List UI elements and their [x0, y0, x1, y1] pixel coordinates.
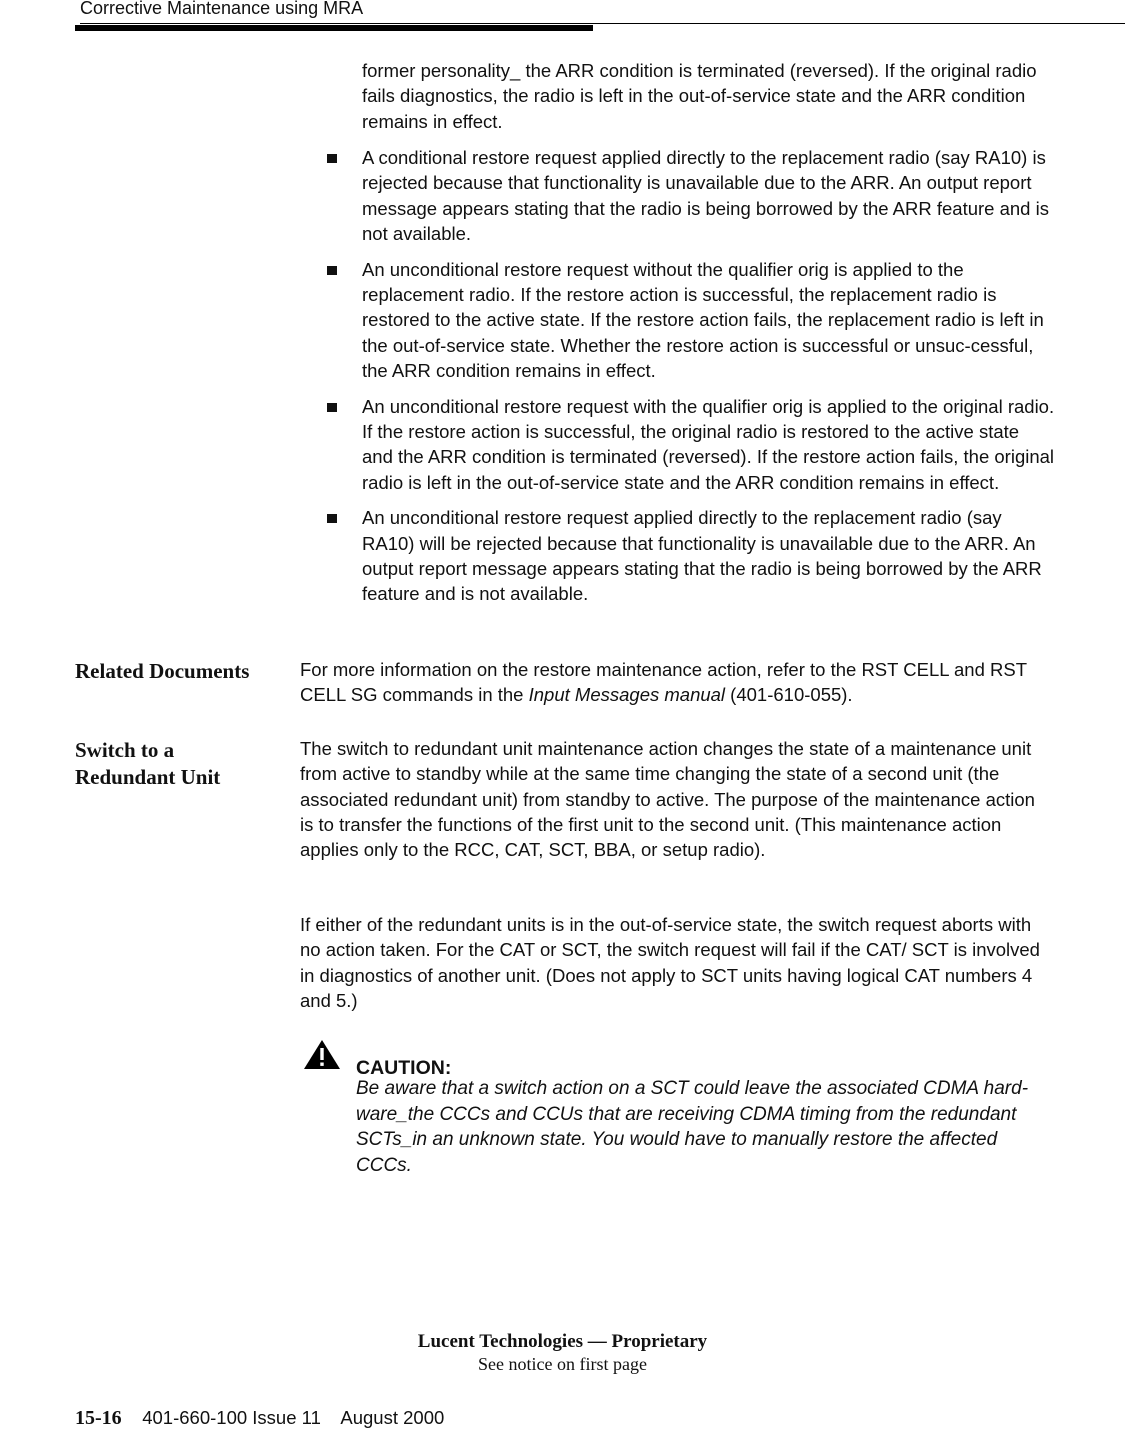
list-item	[325, 145, 1055, 246]
bullet-text: A conditional restore request applied directly to the replacement radio (say RA10) is rejected because that functionality is unavailable due to the ARR. An output report message appears stating that the radio is being borrowed by the ARR feature and is not available.	[362, 147, 1049, 244]
list-item	[325, 505, 1055, 606]
document-info: 401-660-100 Issue 11 August 2000	[121, 1407, 445, 1428]
related-documents-heading: Related Documents	[75, 659, 250, 683]
bullet-text: An unconditional restore request with the qualifier orig is applied to the original radio. If the restore action is successful, the original radio is restored to the active state and the ARR condition is terminated (reversed). If the restore action fails, the original radio is left in the out-of-service state and the ARR condition remains in effect.	[362, 395, 1055, 493]
bullet-list	[325, 145, 1055, 617]
related-text-after: (401-610-055).	[725, 684, 853, 706]
bullet-text: An unconditional restore request applied directly to the replacement radio (say RA10) will be rejected because that functionality is unavailable due to the ARR. An output report message appears stating that the radio is being borrowed by the ARR feature and is not available.	[362, 507, 1042, 605]
header-rule-thick	[75, 25, 593, 31]
related-text-before: For more information on the restore maintenance action, refer to the RST CELL and RST CELL SG commands in the	[300, 659, 1027, 706]
switch-paragraph-1: The switch to redundant unit maintenance action changes the state of a maintenance unit from active to standby while at the same time changing the state of a second unit (the associated redundant unit) from standby to active. The purpose of the maintenance action is to transfer the functions of the first unit to the second unit. (This maintenance action applies only to the RCC, CAT, SCT, BBA, or setup radio).	[300, 738, 1035, 861]
header-title: Corrective Maintenance using MRA	[80, 0, 364, 18]
list-item	[325, 394, 1055, 495]
square-bullet-icon	[327, 154, 337, 163]
manual-title: Input Messages manual	[528, 684, 726, 706]
caution-text: Be aware that a switch action on a SCT could leave the associated CDMA hard-ware_the CCCs and CCUs that are receiving CDMA timing from the redundant SCTs_in an unknown state. You would have to manually restore the affected CCCs.	[356, 1078, 1029, 1176]
square-bullet-icon	[327, 514, 337, 523]
page-number: 15-16	[75, 1407, 122, 1429]
square-bullet-icon	[327, 266, 337, 275]
footer-notice: See notice on first page	[478, 1354, 647, 1374]
list-item	[325, 257, 1055, 383]
footer-page-info	[75, 1406, 444, 1430]
related-documents-paragraph	[300, 657, 1052, 708]
bullet-text: An unconditional restore request without the qualifier orig is applied to the replacement radio. If the restore action is successful, the replacement radio is restored to the active state. If the restore action fails, the replacement radio is left in the out-of-service state. Whether the restore action is successful or unsuc-cessful, the ARR condition remains in effect.	[362, 258, 1044, 381]
footer-company: Lucent Technologies — Proprietary	[417, 1331, 708, 1352]
continuation-paragraph: former personality_ the ARR condition is terminated (reversed). If the original radio fails diagnostics, the radio is left in the out-of-service state and the ARR condition remains in effect.	[362, 60, 1037, 132]
caution-label: CAUTION:	[356, 1057, 452, 1079]
warning-triangle-icon	[303, 1039, 341, 1070]
switch-paragraph-2: If either of the redundant units is in the out-of-service state, the switch request aborts with no action taken. For the CAT or SCT, the switch request will fail if the CAT/ SCT is involved in diagnostics of another unit. (Does not apply to SCT units having logical CAT numbers 4 and 5.)	[300, 914, 1040, 1011]
switch-redundant-unit-heading: Switch to a Redundant Unit	[75, 738, 221, 789]
square-bullet-icon	[327, 403, 337, 412]
header-rule-thin	[80, 23, 1125, 24]
